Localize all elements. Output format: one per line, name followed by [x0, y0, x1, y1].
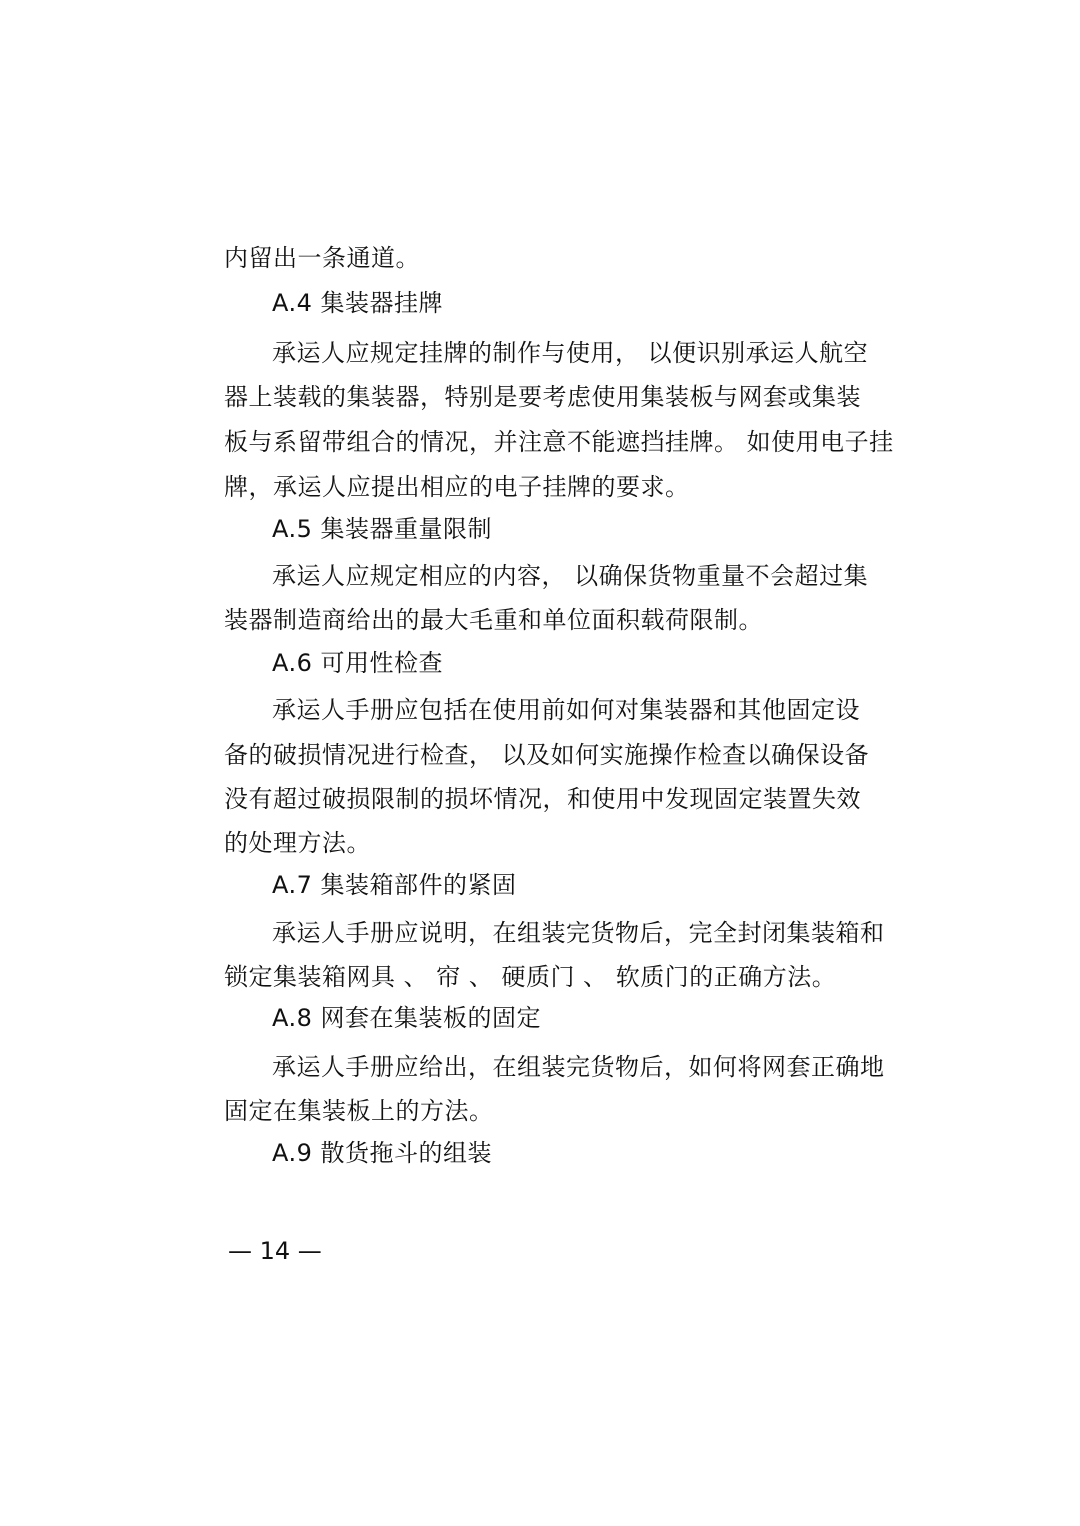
- body-text-line: 内留出一条通道。: [224, 244, 420, 272]
- body-text-line: 板与系留带组合的情况，并注意不能遮挡挂牌。 如使用电子挂: [224, 428, 894, 456]
- page-number: — 14 —: [228, 1237, 322, 1265]
- body-text-line: 备的破损情况进行检查， 以及如何实施操作检查以确保设备: [224, 741, 870, 769]
- body-text-line: 固定在集装板上的方法。: [224, 1097, 494, 1125]
- body-text-line: 器上装载的集装器，特别是要考虑使用集装板与网套或集装: [224, 383, 861, 411]
- section-heading-a5: A.5 集装器重量限制: [272, 515, 493, 543]
- body-text-line: 承运人手册应给出，在组装完货物后，如何将网套正确地: [272, 1053, 885, 1081]
- body-text-line: 锁定集装箱网具 、 帘 、 硬质门 、 软质门的正确方法。: [224, 963, 837, 991]
- body-text-line: 承运人手册应说明，在组装完货物后，完全封闭集装箱和: [272, 919, 885, 947]
- body-text-line: 牌，承运人应提出相应的电子挂牌的要求。: [224, 473, 690, 501]
- body-text-line: 承运人应规定挂牌的制作与使用， 以便识别承运人航空: [272, 339, 869, 367]
- section-heading-a6: A.6 可用性检查: [272, 649, 444, 677]
- body-text-line: 没有超过破损限制的损坏情况，和使用中发现固定装置失效: [224, 785, 861, 813]
- body-text-line: 装器制造商给出的最大毛重和单位面积载荷限制。: [224, 606, 763, 634]
- body-text-line: 承运人手册应包括在使用前如何对集装器和其他固定设: [272, 696, 860, 724]
- section-heading-a4: A.4 集装器挂牌: [272, 289, 444, 317]
- section-heading-a8: A.8 网套在集装板的固定: [272, 1004, 542, 1032]
- section-heading-a7: A.7 集装箱部件的紧固: [272, 871, 517, 899]
- section-heading-a9: A.9 散货拖斗的组装: [272, 1139, 493, 1167]
- body-text-line: 的处理方法。: [224, 829, 371, 857]
- body-text-line: 承运人应规定相应的内容， 以确保货物重量不会超过集: [272, 562, 869, 590]
